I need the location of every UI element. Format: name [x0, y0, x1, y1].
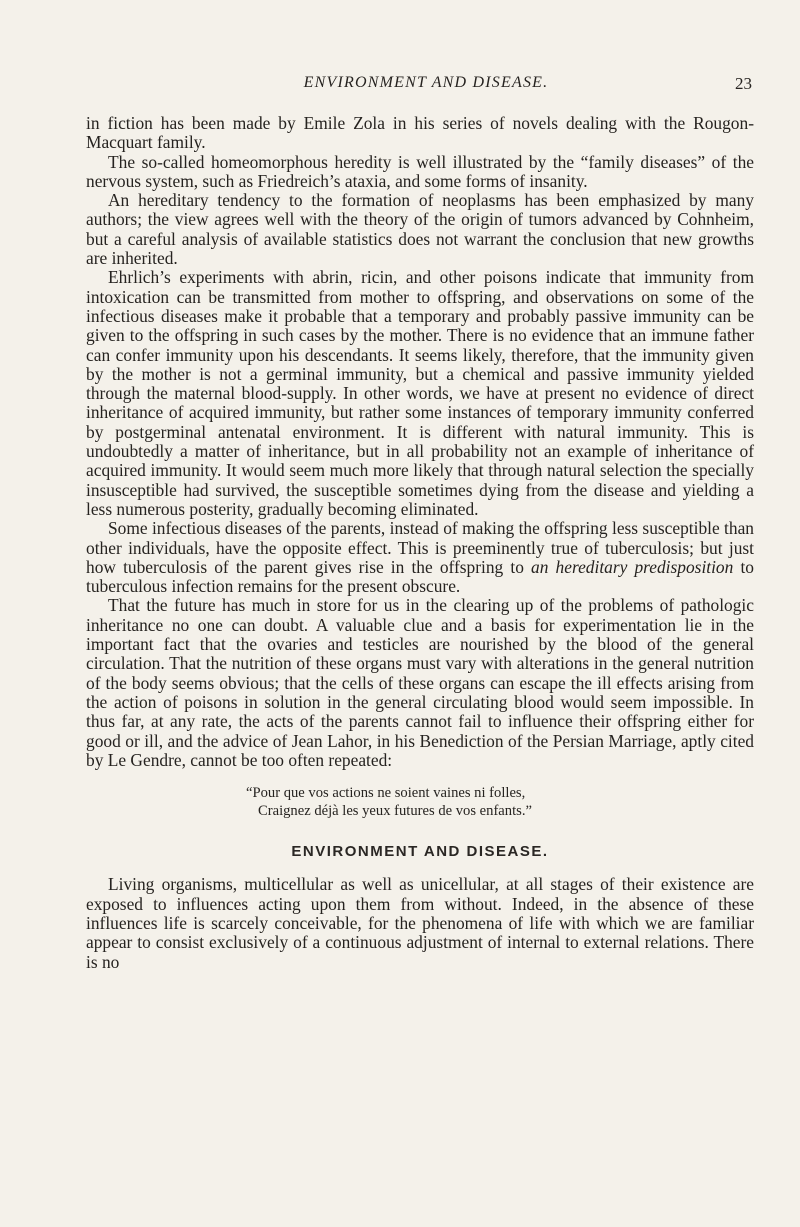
paragraph-homeomorphous-heredity: The so-called homeomorphous heredity is well illustrated by the “family diseases” of the nervous system, such as Friedreich’s ataxia, and some forms of insanity. [86, 151, 754, 191]
running-title: ENVIRONMENT AND DISEASE. [303, 74, 549, 91]
paragraph-environment: Living organisms, multicellular as well as unicellular, at all stages of their existence are exposed to influences acting upon them from without. Indeed, in the absence of these influences life is scarcely conceivable, for the phenomena of life with which we are familiar appear to consist exclusively of a continuous adjustment of internal to external relations. There is no [86, 874, 754, 972]
paragraph-immunity: Ehrlich’s experiments with abrin, ricin, and other poisons indicate that immunity from intoxication can be transmitted from mother to offspring, and observations on some of the infectious diseases make it probable that a temporary and probably passive immunity can be given to the offspring in such cases by the mother. There is no evidence that an immune father can confer immunity upon his descendants. It seems likely, therefore, that the immunity given by the mother is not a germinal immunity, but a chemical and passive immunity yielded through the maternal blood-supply. In other words, we have at present no evidence of direct inheritance of acquired immunity, but rather some instances of temporary immunity conferred by postgerminal antenatal environment. It is different with natural immunity. This is undoubtedly a matter of inheritance, but in all probability not an example of inheritance of acquired immunity. It would seem much more likely that through natural selection the specially insusceptible had survived, the susceptible sometimes dying from the disease and yielding a less numerous posterity, gradually becoming eliminated. [86, 267, 754, 519]
italic-phrase: an hereditary predisposition [531, 556, 734, 577]
paragraph-tuberculosis [86, 519, 754, 596]
paragraph-continued: in fiction has been made by Emile Zola in his series of novels dealing with the Rougon-Macquart family. [86, 113, 754, 153]
page-number: 23 [735, 74, 752, 93]
quote-line-1: “Pour que vos actions ne soient vaines ni folles, [246, 785, 526, 802]
paragraph-tuberculosis-text-2: to tuberculous infection remains for the present obscure. [86, 556, 754, 597]
french-quotation [86, 784, 754, 820]
paragraph-pathologic-inheritance: That the future has much in store for us in the clearing up of the problems of pathologic inheritance no one can doubt. A valuable clue and a basis for experimentation lie in the important fact that the ovaries and testicles are nourished by the blood of the general circulation. That the nutrition of these organs must vary with alterations in the general nutrition of the body seems obvious; that the cells of these organs can escape the ill effects arising from the action of poisons in solution in the general circulating blood would seem impossible. In thus far, at any rate, the acts of the parents cannot fail to influence their offspring either for good or ill, and the advice of Jean Lahor, in his Benediction of the Persian Marriage, aptly cited by Le Gendre, cannot be too often repeated: [86, 595, 754, 770]
section-heading: ENVIRONMENT AND DISEASE. [291, 843, 549, 861]
running-header [100, 74, 752, 96]
paragraph-neoplasms: An hereditary tendency to the formation of neoplasms has been emphasized by many authors; the view agrees well with the theory of the origin of tumors advanced by Cohnheim, but a careful analysis of available statistics does not warrant the conclusion that new growths are inherited. [86, 190, 754, 269]
paragraph-tuberculosis-text-1: Some infectious diseases of the parents, instead of making the offspring less susceptible than other individuals, have the opposite effect. This is preeminently true of tuberculosis; but just how tuberculosis of the parent gives rise in the offspring to [86, 518, 754, 577]
body-text [86, 114, 754, 972]
quote-line-2: Craignez déjà les yeux futures de vos enfants.” [258, 803, 532, 820]
